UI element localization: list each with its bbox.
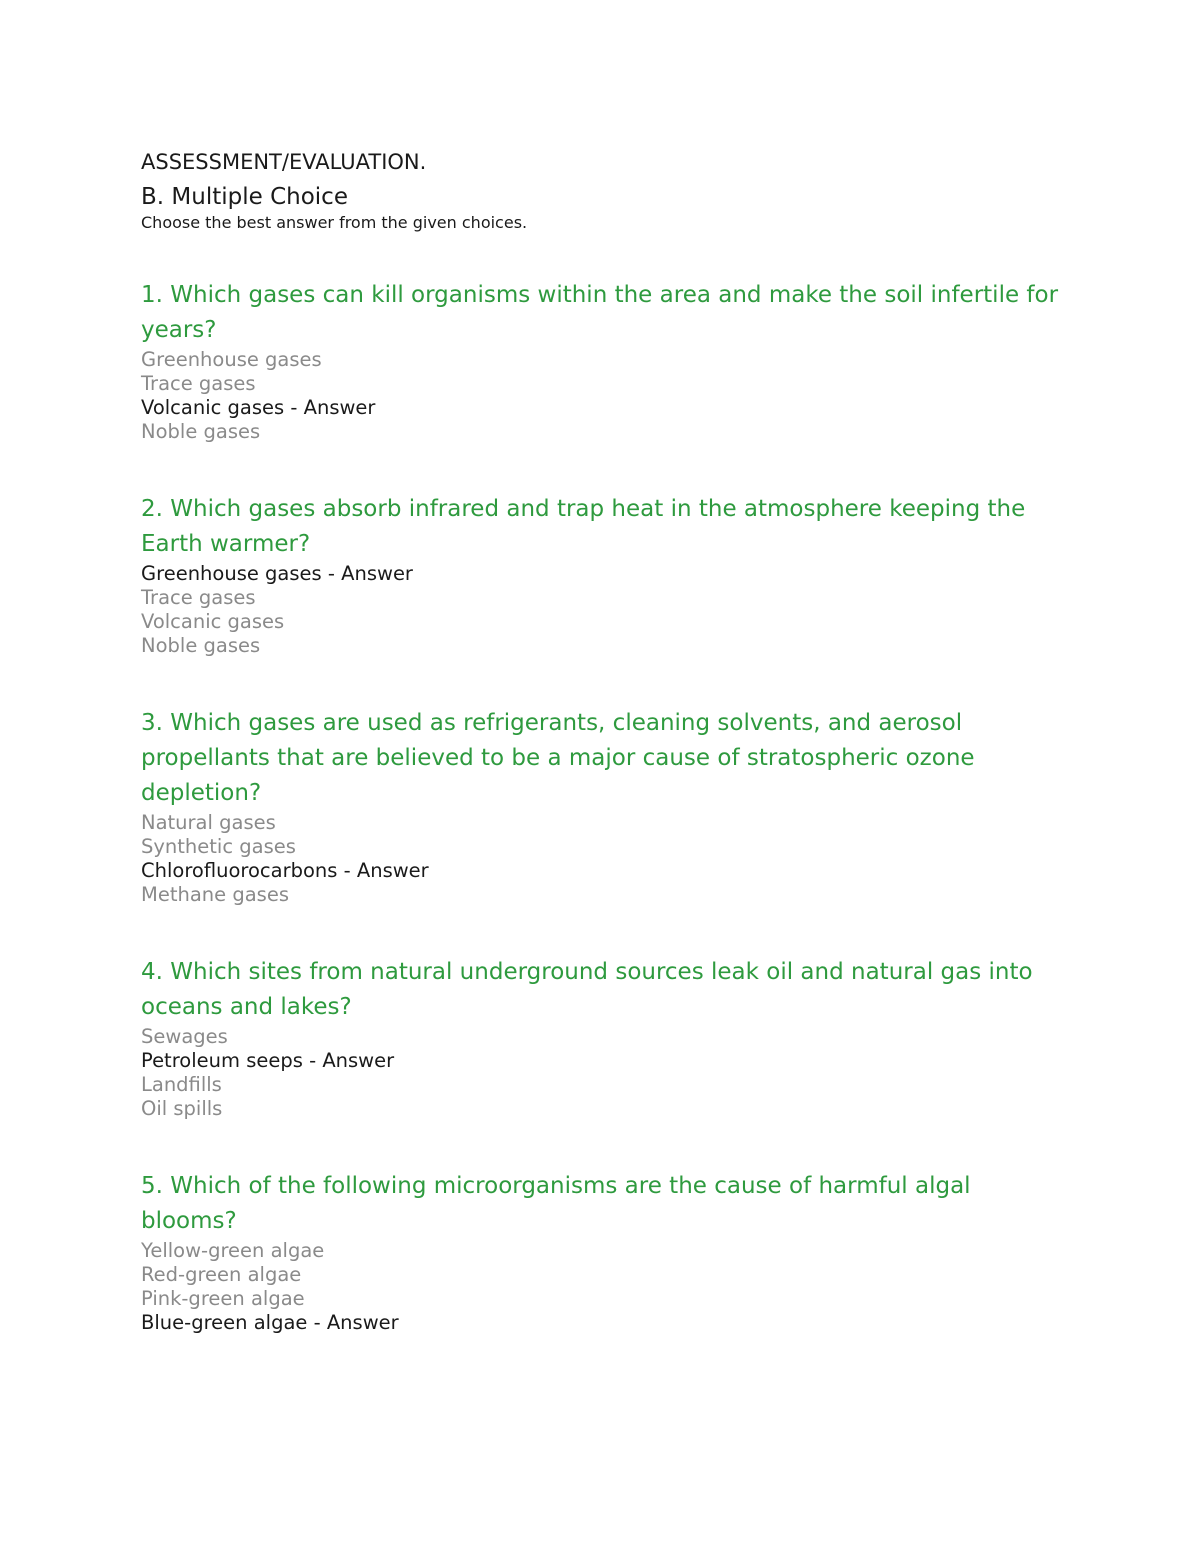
option-list: [141, 348, 1071, 444]
option-list: [141, 562, 1071, 658]
option: Volcanic gases: [141, 610, 285, 633]
question-text: 3. Which gases are used as refrigerants, cleaning solvents, and aerosol propellants that are believed to be a major cause of stratospheric ozone depletion?: [141, 710, 975, 806]
question-2: [141, 492, 1071, 658]
option: Greenhouse gases: [141, 348, 322, 371]
question-1: [141, 278, 1071, 444]
option-list: [141, 811, 1071, 907]
option-answer: Blue-green algae - Answer: [141, 1311, 399, 1334]
question-4: [141, 955, 1071, 1121]
option-answer: Chlorofluorocarbons - Answer: [141, 859, 429, 882]
option: Synthetic gases: [141, 835, 296, 858]
document-heading: ASSESSMENT/EVALUATION.: [141, 150, 427, 174]
option-list: [141, 1025, 1071, 1121]
option: Methane gases: [141, 883, 289, 906]
option-list: [141, 1239, 1071, 1335]
question-text: 5. Which of the following microorganisms are the cause of harmful algal blooms?: [141, 1173, 971, 1234]
option: Oil spills: [141, 1097, 223, 1120]
question-5: [141, 1169, 1071, 1335]
option: Landfills: [141, 1073, 222, 1096]
option-answer: Petroleum seeps - Answer: [141, 1049, 395, 1072]
option-answer: Volcanic gases - Answer: [141, 396, 376, 419]
question-3: [141, 706, 1071, 907]
option: Noble gases: [141, 634, 261, 657]
question-list: [141, 278, 1071, 1335]
question-text: 2. Which gases absorb infrared and trap heat in the atmosphere keeping the Earth warmer?: [141, 496, 1026, 557]
option: Yellow-green algae: [141, 1239, 325, 1262]
option: Noble gases: [141, 420, 261, 443]
option: Sewages: [141, 1025, 228, 1048]
question-text: 4. Which sites from natural underground sources leak oil and natural gas into oceans and lakes?: [141, 959, 1033, 1020]
section-title: B. Multiple Choice: [141, 184, 348, 210]
option: Pink-green algae: [141, 1287, 305, 1310]
option: Trace gases: [141, 586, 256, 609]
instructions: Choose the best answer from the given choices.: [141, 213, 528, 232]
option: Trace gases: [141, 372, 256, 395]
option: Natural gases: [141, 811, 276, 834]
question-text: 1. Which gases can kill organisms within the area and make the soil infertile for years?: [141, 282, 1059, 343]
document-page: [141, 148, 1071, 1383]
option: Red-green algae: [141, 1263, 302, 1286]
option-answer: Greenhouse gases - Answer: [141, 562, 413, 585]
